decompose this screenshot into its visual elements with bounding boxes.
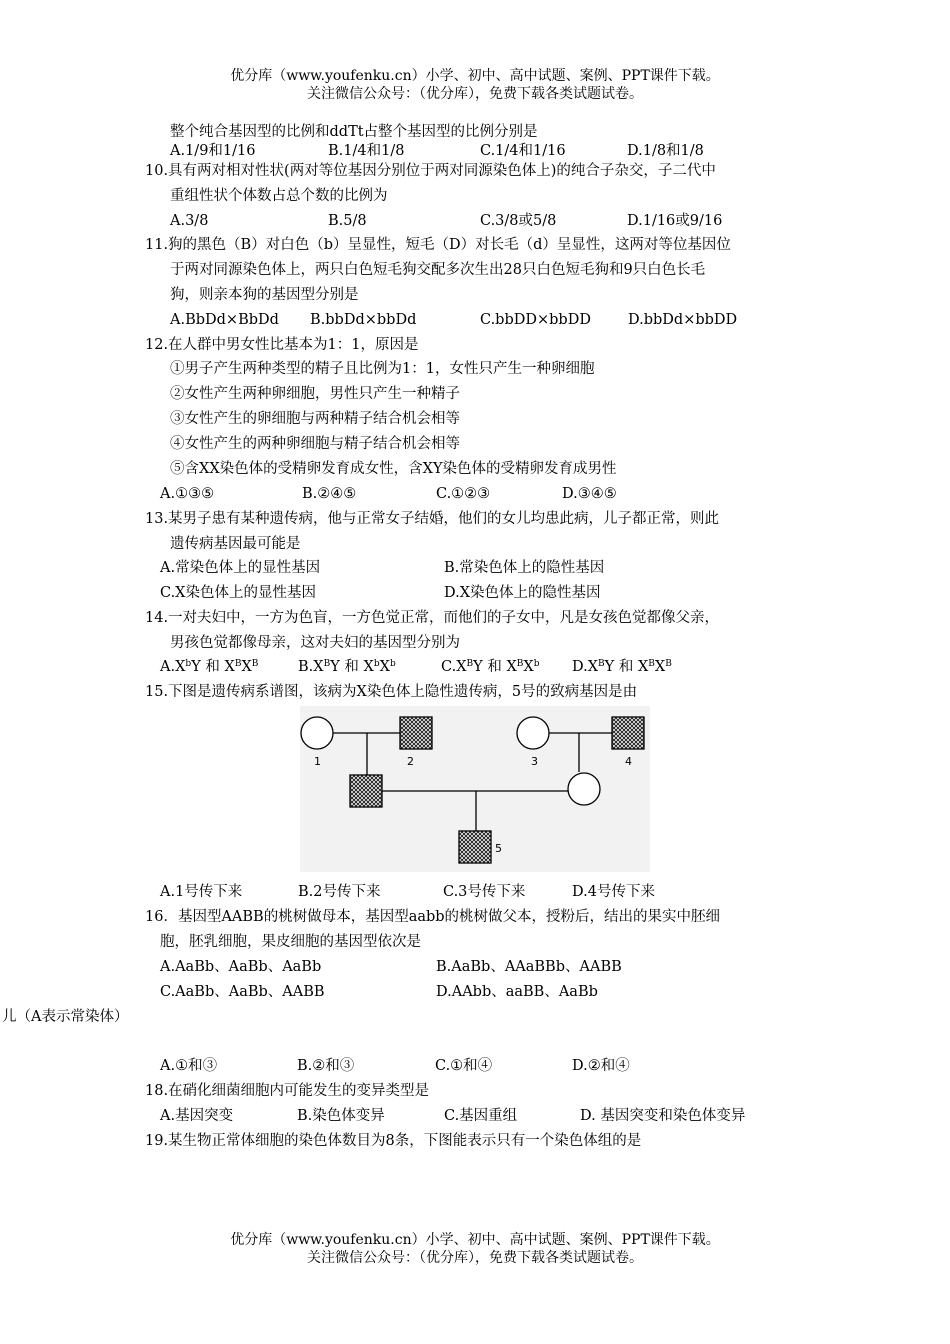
footer-line-1: 优分库（www.youfenku.cn）小学、初中、高中试题、案例、PPT课件下载。 [230,1232,720,1248]
q13-stem-line-1: 13.某男子患有某种遗传病，他与正常女子结婚，他们的女儿均患此病，儿子都正常，则此 [145,511,720,527]
q17-option-a: A.①和③ [160,1058,218,1074]
individual-ii-female [568,773,600,805]
q10-option-c: C.3/8或5/8 [480,213,557,229]
q10-option-d: D.1/16或9/16 [627,213,723,229]
q10-option-a: A.3/8 [170,213,209,229]
q11-stem-line-2: 于两对同源染色体上，两只白色短毛狗交配多次生出28只白色短毛狗和9只白色长毛 [170,262,706,278]
q13-option-b: B.常染色体上的隐性基因 [444,560,605,576]
q9-option-a: A.1/9和1/16 [170,143,256,159]
q16-stem-line-2: 胞，胚乳细胞，果皮细胞的基因型依次是 [160,934,421,950]
individual-ii-affected-male [350,775,382,807]
pedigree-label-4: 4 [625,755,632,768]
q12-option-b: B.②④⑤ [302,486,357,502]
q10-stem-line-2: 重组性状个体数占总个数的比例为 [170,188,388,204]
q14-option-c: $C.X^BY$ 和 $X^BX^b$ [441,659,540,675]
q16-option-c: C.AaBb、AaBb、AABB [160,984,325,1000]
pedigree-label-1: 1 [314,755,321,768]
q11-stem-line-1: 11.狗的黑色（B）对白色（b）呈显性，短毛（D）对长毛（d）呈显性，这两对等位基因位 [145,237,731,253]
footer-line-2: 关注微信公众号：（优分库），免费下载各类试题试卷。 [307,1250,643,1266]
q10-option-b: B.5/8 [328,213,367,229]
q17-option-b: B.②和③ [297,1058,355,1074]
individual-1-female [301,717,333,749]
q18-option-d: D. 基因突变和染色体变异 [580,1108,746,1124]
q14-option-d: $D.X^BY$ 和 $X^BX^B$ [572,659,672,675]
header-line-2: 关注微信公众号：（优分库），免费下载各类试题试卷。 [307,86,643,102]
header-line-1: 优分库（www.youfenku.cn）小学、初中、高中试题、案例、PPT课件下载。 [230,68,720,84]
q14-option-a: $A.X^bY$ 和 $X^BX^B$ [160,659,259,675]
q14-stem-line-1: 14.一对夫妇中，一方为色盲，一方色觉正常，而他们的子女中，凡是女孩色觉都像父亲， [145,610,720,626]
q9-stem-tail: 整个纯合基因型的比例和ddTt占整个基因型的比例分别是 [170,124,538,140]
q14-option-b: $B.X^BY$ 和 $X^bX^b$ [298,659,396,675]
pedigree-chart [300,706,650,872]
q17-option-d: D.②和④ [572,1058,630,1074]
q11-option-d: D.bbDd×bbDD [628,312,738,328]
individual-5-affected-male [459,831,491,863]
pedigree-svg [300,706,650,872]
pedigree-label-2: 2 [407,755,414,768]
q12-option-a: A.①③⑤ [160,486,215,502]
pedigree-label-5: 5 [495,842,502,855]
q15-option-d: D.4号传下来 [572,884,655,900]
pedigree-label-3: 3 [531,755,538,768]
q12-option-c: C.①②③ [436,486,491,502]
q11-option-a: A.BbDd×BbDd [170,312,279,328]
q13-option-d: D.X染色体上的隐性基因 [444,585,601,601]
q19-stem: 19.某生物正常体细胞的染色体数目为8条，下图能表示只有一个染色体组的是 [145,1133,642,1149]
q13-stem-line-2: 遗传病基因最可能是 [170,536,301,552]
q9-option-c: C.1/4和1/16 [480,143,566,159]
q12-statement-3: ③女性产生的卵细胞与两种精子结合机会相等 [170,411,460,427]
q14-stem-line-2: 男孩色觉都像母亲，这对夫妇的基因型分别为 [170,635,460,651]
q11-stem-line-3: 狗，则亲本狗的基因型分别是 [170,287,359,303]
q12-option-d: D.③④⑤ [562,486,617,502]
individual-2-affected-male [400,717,432,749]
q17-stem-fragment: 儿（A表示常染体） [2,1009,129,1025]
q15-option-c: C.3号传下来 [443,884,526,900]
q18-stem: 18.在硝化细菌细胞内可能发生的变异类型是 [145,1083,430,1099]
q17-option-c: C.①和④ [435,1058,493,1074]
q9-option-d: D.1/8和1/8 [627,143,704,159]
q18-option-b: B.染色体变异 [297,1108,385,1124]
q16-stem-line-1: 16．基因型AABB的桃树做母本，基因型aabb的桃树做父本，授粉后，结出的果实中胚细 [145,909,721,925]
q12-statement-5: ⑤含XX染色体的受精卵发育成女性，含XY染色体的受精卵发育成男性 [170,461,617,477]
q12-statement-4: ④女性产生的两种卵细胞与精子结合机会相等 [170,436,460,452]
q16-option-b: B.AaBb、AAaBBb、AABB [436,959,622,975]
q18-option-a: A.基因突变 [160,1108,234,1124]
q11-option-b: B.bbDd×bbDd [310,312,417,328]
q16-option-d: D.AAbb、aaBB、AaBb [436,984,598,1000]
q16-option-a: A.AaBb、AaBb、AaBb [160,959,322,975]
q12-statement-1: ①男子产生两种类型的精子且比例为1：1，女性只产生一种卵细胞 [170,361,595,377]
q12-statement-2: ②女性产生两种卵细胞，男性只产生一种精子 [170,386,460,402]
q15-option-a: A.1号传下来 [160,884,243,900]
q15-option-b: B.2号传下来 [298,884,381,900]
individual-3-female [517,717,549,749]
q18-option-c: C.基因重组 [444,1108,518,1124]
q13-option-a: A.常染色体上的显性基因 [160,560,321,576]
q11-option-c: C.bbDD×bbDD [480,312,591,328]
individual-4-affected-male [612,717,644,749]
q9-option-b: B.1/4和1/8 [328,143,405,159]
q10-stem-line-1: 10.具有两对相对性状(两对等位基因分别位于两对同源染色体上)的纯合子杂交，子二代中 [145,163,716,179]
q15-stem: 15.下图是遗传病系谱图，该病为X染色体上隐性遗传病，5号的致病基因是由 [145,684,638,700]
q13-option-c: C.X染色体上的显性基因 [160,585,317,601]
q12-stem: 12.在人群中男女性比基本为1：1，原因是 [145,337,419,353]
